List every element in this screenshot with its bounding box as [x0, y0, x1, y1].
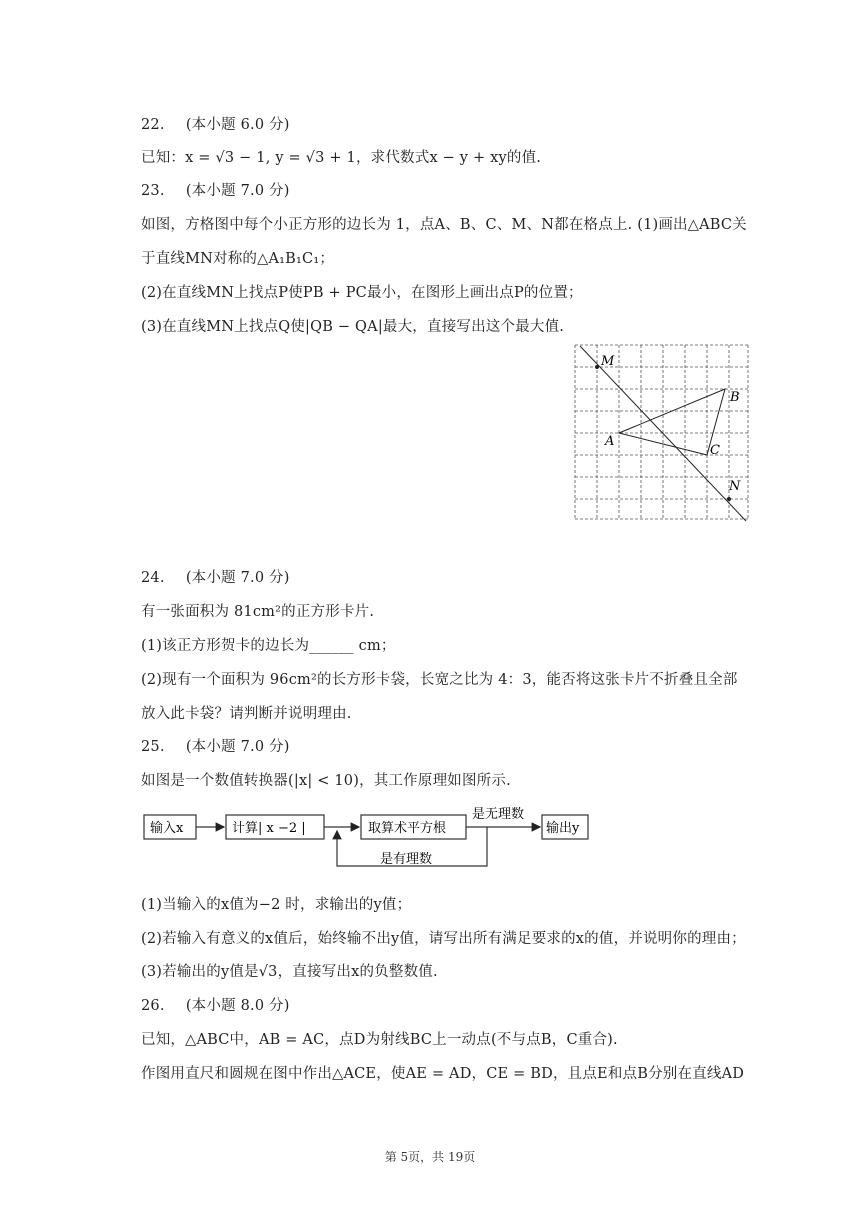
q23-text-4: (3)在直线MN上找点Q使|QB − QA|最大，直接写出这个最大值. [141, 319, 565, 335]
flow-irrational-label: 是无理数 [472, 807, 525, 822]
q22-score: (本小题 6.0 分) [185, 117, 290, 133]
q25-score: (本小题 7.0 分) [185, 739, 290, 755]
page-footer: 第 5页，共 19页 [384, 1150, 476, 1164]
q24-text-1: 有一张面积为 81cm²的正方形卡片. [141, 604, 375, 620]
q22-text: 已知：x = √3 − 1, y = √3 + 1，求代数式x − y + xy的值. [141, 150, 542, 166]
q25-text-4: (3)若输出的y值是√3，直接写出x的负整数值. [141, 964, 438, 980]
q24-text-2: (1)该正方形贺卡的边长为______ cm； [141, 638, 396, 654]
q23-text-2: 于直线MN对称的△A₁B₁C₁； [141, 251, 335, 267]
q26-header [141, 994, 290, 1015]
q26-text-2: 作图用直尺和圆规在图中作出△ACE，使AE = AD，CE = BD，且点E和点B分别在直线AD [141, 1066, 745, 1082]
label-c: C [710, 443, 720, 458]
label-b: B [730, 390, 740, 405]
label-m: M [601, 354, 615, 369]
flow-input-label: 输入x [150, 821, 184, 836]
q25-text-1: 如图是一个数值转换器(|x| < 10)，其工作原理如图所示. [141, 773, 511, 789]
q23-header [141, 179, 290, 200]
q23-score: (本小题 7.0 分) [185, 183, 290, 199]
q24-score: (本小题 7.0 分) [185, 570, 290, 586]
q26-score: (本小题 8.0 分) [185, 998, 290, 1014]
q23-number: 23. [141, 183, 165, 199]
q26-number: 26. [141, 998, 165, 1014]
flow-output-label: 输出y [546, 821, 580, 836]
q23-grid-figure [570, 340, 755, 525]
label-n: N [729, 479, 741, 494]
q26-text-1: 已知，△ABC中，AB = AC，点D为射线BC上一动点(不与点B，C重合). [141, 1032, 618, 1048]
q24-text-4: 放入此卡袋？请判断并说明理由. [141, 706, 352, 722]
flow-sqrt-label: 取算术平方根 [368, 821, 447, 836]
flow-rational-label: 是有理数 [380, 852, 433, 867]
label-a: A [605, 434, 615, 449]
q24-number: 24. [141, 570, 165, 586]
point-m [595, 365, 599, 369]
q25-header [141, 735, 290, 756]
q25-number: 25. [141, 739, 165, 755]
q25-text-2: (1)当输入的x值为−2 时，求输出的y值； [141, 897, 412, 913]
flow-compute-label: 计算| x −2 | [232, 821, 306, 836]
q24-header [141, 566, 290, 587]
q24-text-3: (2)现有一个面积为 96cm²的长方形卡袋，长宽之比为 4：3，能否将这张卡片不折叠且全部 [141, 672, 738, 688]
q23-text-3: (2)在直线MN上找点P使PB + PC最小，在图形上画出点P的位置； [141, 285, 583, 301]
q25-text-3: (2)若输入有意义的x值后，始终输不出y值，请写出所有满足要求的x的值，并说明你的理由； [141, 931, 746, 947]
q22-header [141, 113, 290, 134]
q22-number: 22. [141, 117, 165, 133]
q25-flowchart [140, 800, 600, 875]
point-n [727, 497, 731, 501]
q23-text-1: 如图，方格图中每个小正方形的边长为 1，点A、B、C、M、N都在格点上. (1)画出△ABC关 [141, 217, 747, 233]
